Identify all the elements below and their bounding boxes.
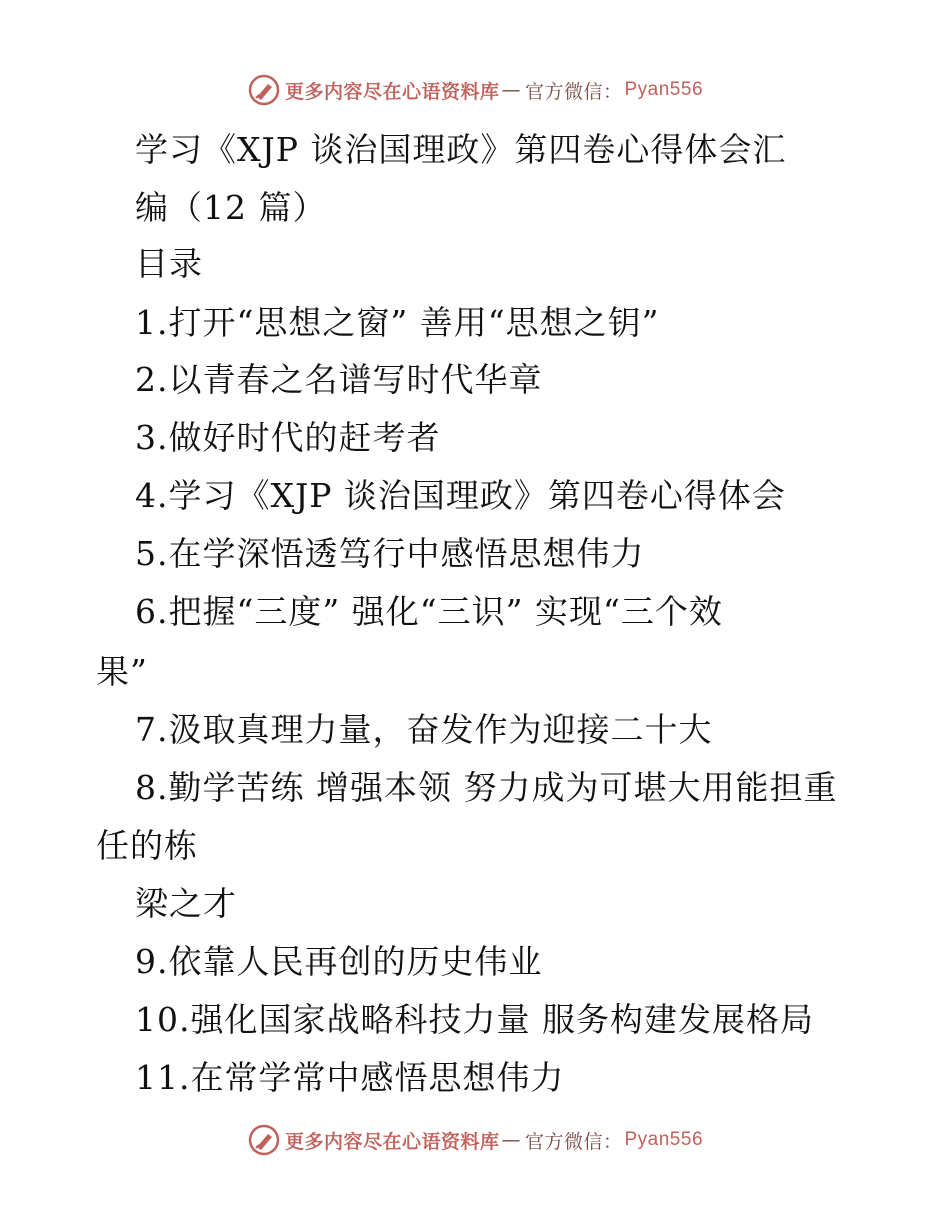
toc-item-9: 9.依靠人民再创的历史伟业 bbox=[135, 942, 543, 981]
toc-item-5: 5.在学深悟透笃行中感悟思想伟力 bbox=[135, 534, 645, 573]
toc-item-6-continued: 果” bbox=[96, 652, 148, 691]
watermark-banner-bottom bbox=[0, 1120, 950, 1160]
pen-nib-circle-icon bbox=[247, 1123, 281, 1157]
toc-item-8-continued-2: 梁之才 bbox=[135, 884, 237, 923]
toc-item-2: 2.以青春之名谱写时代华章 bbox=[135, 360, 543, 399]
watermark-text: 更多内容尽在心语资料库 bbox=[284, 80, 500, 103]
watermark-label: 官方微信： bbox=[524, 80, 623, 103]
watermark-label: 官方微信： bbox=[524, 1130, 623, 1153]
watermark-banner-top bbox=[0, 70, 950, 110]
watermark-account: Pyan556 bbox=[624, 79, 704, 100]
toc-item-8: 8.勤学苦练 增强本领 努力成为可堪大用能担重 bbox=[135, 768, 838, 807]
pen-nib-circle-icon bbox=[247, 73, 281, 107]
toc-item-8-continued: 任的栋 bbox=[96, 826, 198, 865]
toc-item-6: 6.把握“三度” 强化“三识” 实现“三个效 bbox=[135, 592, 723, 631]
toc-heading: 目录 bbox=[135, 244, 203, 283]
watermark-separator: — bbox=[501, 79, 521, 101]
watermark-text: 更多内容尽在心语资料库 bbox=[284, 1130, 500, 1153]
document-title-continued: 编（12 篇） bbox=[135, 188, 327, 227]
watermark-account: Pyan556 bbox=[624, 1129, 704, 1150]
toc-item-4: 4.学习《XJP 谈治国理政》第四卷心得体会 bbox=[135, 476, 786, 515]
toc-item-10: 10.强化国家战略科技力量 服务构建发展格局 bbox=[135, 1000, 814, 1039]
toc-item-3: 3.做好时代的赶考者 bbox=[135, 418, 441, 457]
toc-item-1: 1.打开“思想之窗” 善用“思想之钥” bbox=[135, 303, 660, 342]
document-title: 学习《XJP 谈治国理政》第四卷心得体会汇 bbox=[135, 130, 787, 169]
toc-item-7: 7.汲取真理力量，奋发作为迎接二十大 bbox=[135, 710, 713, 749]
toc-item-11: 11.在常学常中感悟思想伟力 bbox=[135, 1058, 565, 1097]
watermark-separator: — bbox=[501, 1129, 521, 1151]
